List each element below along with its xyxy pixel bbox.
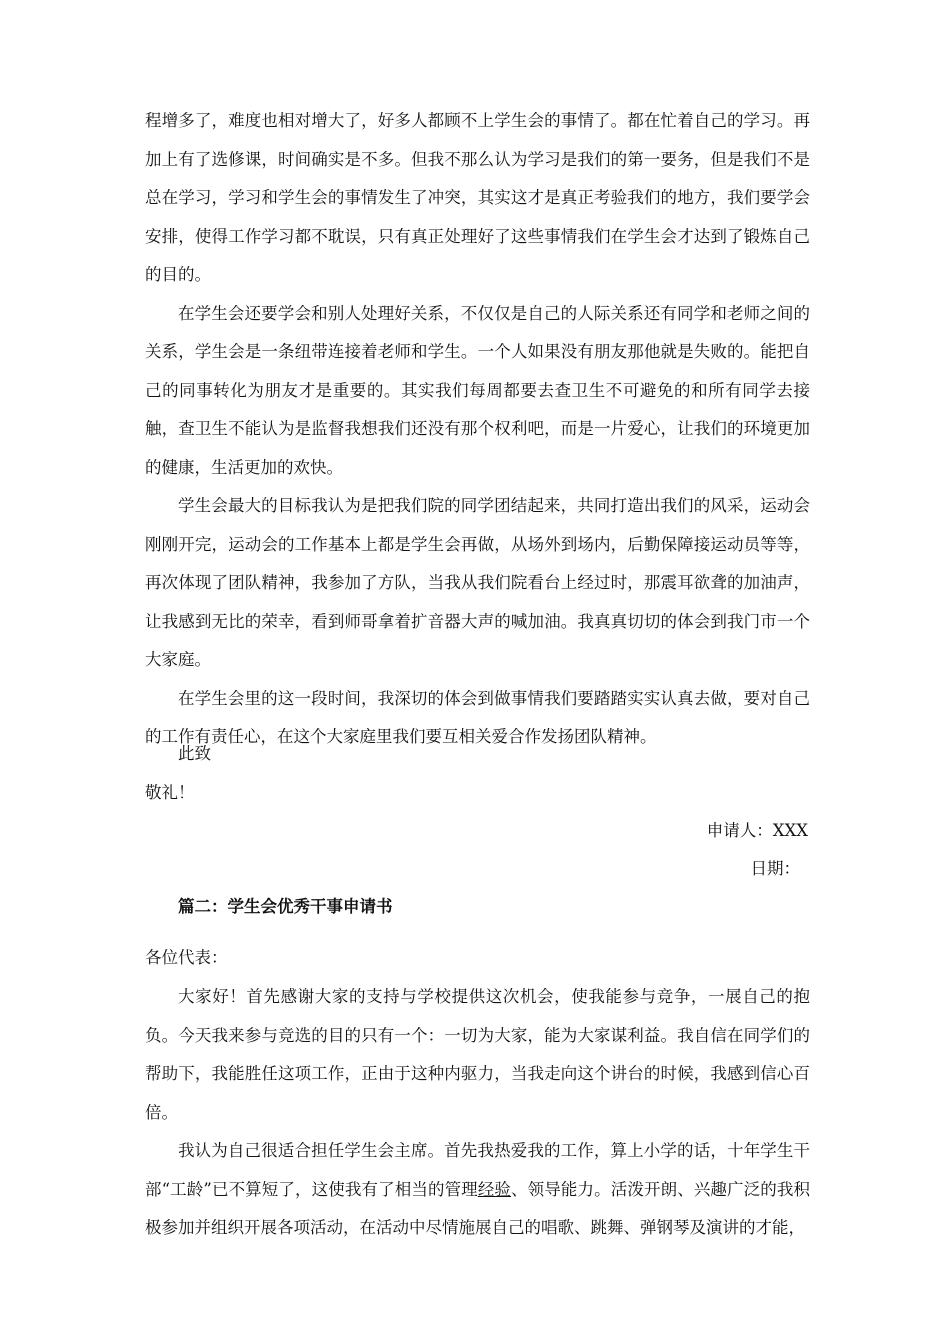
paragraph-goal: 学生会最大的目标我认为是把我们院的同学团结起来，共同打造出我们的风采，运动会刚刚开完，运动会的工作基本上都是学生会再做，从场外到场内，后勤保障接运动员等等，再次体现了团队精神，我参加了方队，当我从我们院看台上经过时，那震耳欲聋的加油声，让我感到无比的荣幸，看到师哥拿着扩音器大声的喊加油。我真真切切的体会到我门市一个大家庭。 <box>145 496 810 669</box>
date-field: 日期： <box>750 859 800 878</box>
section2-body <box>145 978 810 1248</box>
applicant-signature: 申请人：XXX <box>706 821 808 840</box>
p2-underlined-word: 经验 <box>477 1179 512 1199</box>
paragraph-relationships: 在学生会还要学会和别人处理好关系，不仅仅是自己的人际关系还有同学和老师之间的关系，学生会是一条纽带连接着老师和学生。一个人如果没有朋友那他就是失败的。能把自己的同事转化为朋友才是重要的。其实我们每周都要去查卫生不可避免的和所有同学去接触，查卫生不能认为是监督我想我们还没有那个权利吧，而是一片爱心，让我们的环境更加的健康，生活更加的欢快。 <box>145 303 810 477</box>
p2-text-after: 、领导能力。活泼开朗、兴趣广泛的我积极参加并组织开展各项活动，在活动中尽情施展自己的唱歌、跳舞、弹钢琴及演讲的才能， <box>145 1179 811 1237</box>
paragraph-continuation: 程增多了，难度也相对增大了，好多人都顾不上学生会的事情了。都在忙着自己的学习。再加上有了选修课，时间确实是不多。但我不那么认为学习是我们的第一要务，但是我们不是总在学习，学习和学生会的事情发生了冲突，其实这才是真正考验我们的地方，我们要学会安排，使得工作学习都不耽误，只有真正处理好了这些事情我们在学生会才达到了锻炼自己的目的。 <box>145 111 810 284</box>
closing-cizhi: 此致 <box>178 744 211 763</box>
closing-jingli: 敬礼！ <box>145 783 195 802</box>
paragraph-conclusion: 在学生会里的这一段时间，我深切的体会到做事情我们要踏踏实实认真去做，要对自己的工作有责任心，在这个大家庭里我们要互相关爱合作发扬团队精神。 <box>145 688 810 746</box>
salutation: 各位代表： <box>145 948 228 967</box>
paragraph-self-assessment <box>145 1132 810 1248</box>
section1-body <box>145 102 810 757</box>
section2-heading: 篇二：学生会优秀干事申请书 <box>178 897 393 916</box>
paragraph-greeting: 大家好！首先感谢大家的支持与学校提供这次机会，使我能参与竞争，一展自己的抱负。今天我来参与竞选的目的只有一个：一切为大家，能为大家谋利益。我自信在同学们的帮助下，我能胜任这项工作，正由于这种内驱力，当我走向这个讲台的时候，我感到信心百倍。 <box>145 987 810 1122</box>
p2-text-before: 我认为自己很适合担任学生会主席。首先我热爱我的工作，算上小学的话，十年学生干部“工龄”已不算短了，这使我有了相当的管理 <box>145 1141 810 1199</box>
